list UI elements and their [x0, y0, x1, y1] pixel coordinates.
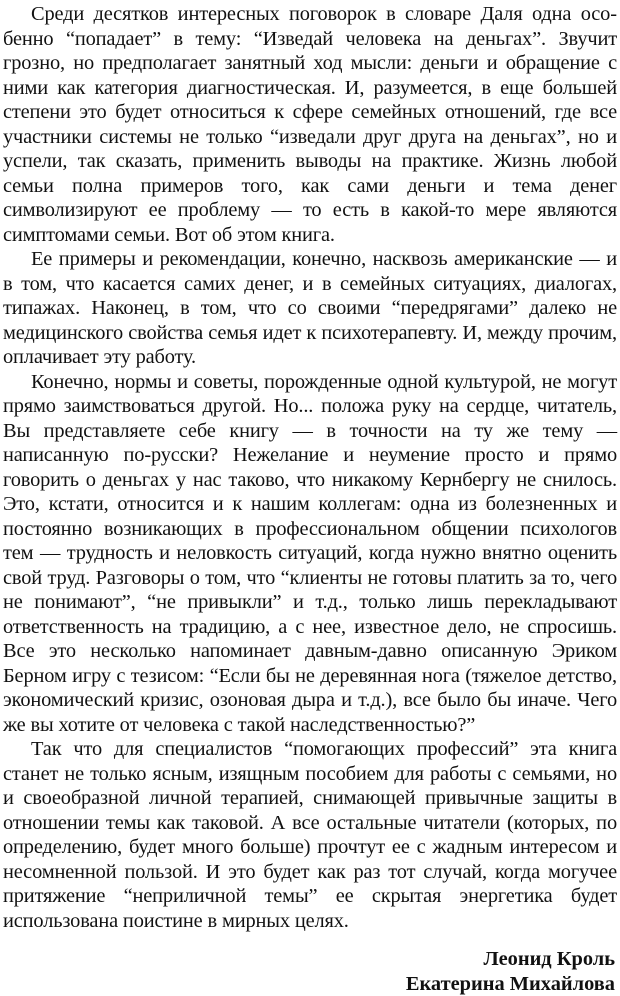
paragraph-4: Так что для специалистов “помогающих профессий” эта книга станет не только ясным, изящным пособием для работы с семьями, но и своеобразной личной терапией, снимающей привычные защиты в отношении темы как таковой. А все остальные читатели (которых, по определению, будет много больше) прочтут ее с жадным интересом и несомненной пользой. И это будет как раз тот случай, когда могучее притяжение “неприличной темы” ее скрытая энергетика будет использована поистине в мирных целях. [3, 737, 617, 933]
paragraph-1: Среди десятков интересных поговорок в словаре Даля одна особенно “попадает” в тему: “Изведай человека на деньгах”. Звучит грозно, но предполагает занятный ход мысли: деньги и обращение с ними как категория диагностическая. И, разумеется, в еще большей степени это будет относиться к сфере семейных отношений, где все участники системы не только “изведали друг друга на деньгах”, но и успели, так сказать, применить выводы на практике. Жизнь любой семьи полна примеров того, как сами деньги и тема денег символизируют ее проблему — то есть в какой-то мере являются симптомами семьи. Вот об этом книга. [3, 2, 617, 247]
author-signatures [3, 947, 617, 996]
paragraph-3: Конечно, нормы и советы, порожденные одной культурой, не могут прямо заимствоваться другой. Но... положа руку на сердце, читатель, Вы представляете себе книгу — в точности на ту же тему — написанную по-русски? Нежелание и неумение просто и прямо говорить о деньгах у нас таково, что никакому Кернбергу не снилось. Это, кстати, относится и к нашим коллегам: одна из болезненных и постоянно возникающих в профессиональном общении психологов тем — трудность и неловкость ситуаций, когда нужно внятно оценить свой труд. Разговоры о том, что “клиенты не готовы платить за то, чего не понимают”, “не привыкли” и т.д., только лишь перекладывают ответственность на традицию, а с нее, известное дело, не спросишь. Все это несколько напоминает давным-давно описанную Эриком Берном игру с тезисом: “Если бы не деревянная нога (тяжелое детство, экономический кризис, озоновая дыра и т.д.), все было бы иначе. Чего же вы хотите от человека с такой наследственностью?” [3, 370, 617, 738]
author-name-2: Екатерина Михайлова [3, 972, 615, 996]
text-body [3, 2, 617, 933]
author-name-1: Леонид Кроль [3, 947, 615, 972]
paragraph-2: Ее примеры и рекомендации, конечно, насквозь американские — и в том, что касается самих денег, и в семейных ситуациях, диалогах, типажах. Наконец, в том, что со своими “передрягами” далеко не медицинского свойства семья идет к психотерапевту. И, между прочим, оплачивает эту работу. [3, 247, 617, 370]
